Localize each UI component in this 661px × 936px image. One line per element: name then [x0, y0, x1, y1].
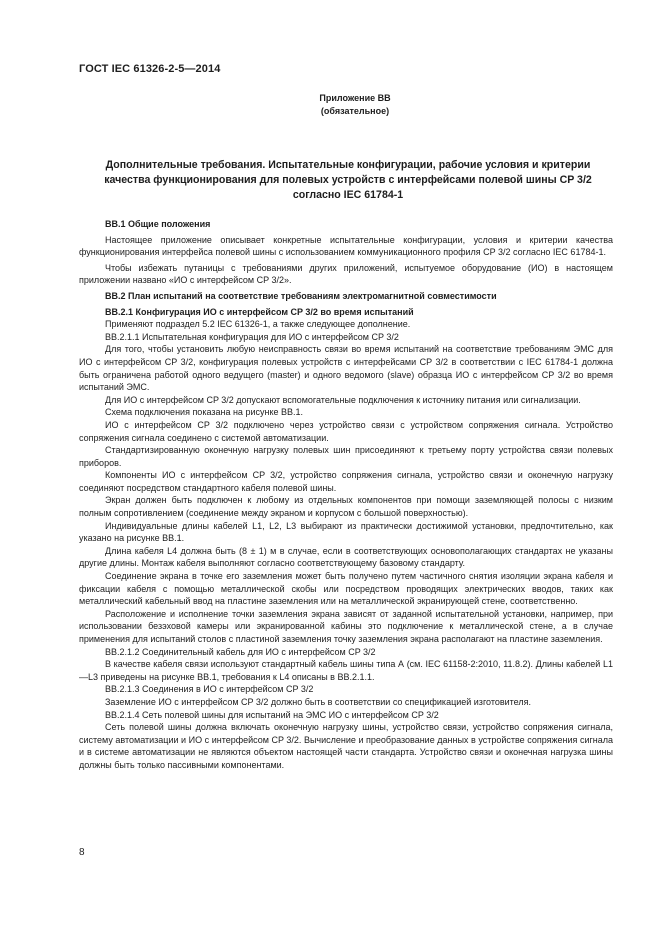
paragraph: Соединение экрана в точке его заземления может быть получено путем частичного снятия изоляции экрана кабеля и фиксации кабеля с помощью металлической скобы или посредством проводящих электрических вводов, таких как металлический кабельный ввод на пластине заземления или на металлической экранирующей стене, соответственно. [79, 571, 613, 607]
paragraph: В качестве кабеля связи используют стандартный кабель шины типа А (см. IEC 61158-2:2010, 11.8.2). Длины кабелей L1—L3 приведены на рисунке ВВ.1, требования к L4 описаны в ВВ.2.1.1. [79, 659, 613, 682]
paragraph: Для ИО с интерфейсом CP 3/2 допускают вспомогательные подключения к источнику питания или сигнализации. [105, 394, 581, 405]
section-heading-bb211: ВВ.2.1.1 Испытательная конфигурация для ИО с интерфейсом CP 3/2 [105, 331, 399, 342]
page-number: 8 [79, 847, 85, 858]
main-title-line-1: Дополнительные требования. Испытательные конфигурации, рабочие условия и критерии [105, 159, 591, 171]
appendix-main-title [85, 158, 611, 203]
paragraph: Компоненты ИО с интерфейсом CP 3/2, устройство сопряжения сигнала, устройство связи и оконечную нагрузку соединяют посредством стандартного кабеля полевой шины. [79, 470, 613, 493]
paragraph: Для того, чтобы установить любую неисправность связи во время испытаний на соответствие требованиям ЭМС для ИО с интерфейсом CP 3/2, конфигурация полевых устройств с интерфейсами CP 3/2 в соответствии с IEC 61784-1 должна быть ограничена работой одного ведущего (master) и одного ведомого (slave) образца ИО с интерфейсом CP 3/2 во время испытаний ЭМС. [79, 344, 613, 393]
paragraph: Расположение и исполнение точки заземления экрана зависят от заданной испытательной установки, например, при использовании безэховой камеры или экранированной кабины это подключение к металлической стене, а в случае применения для испытаний столов с пластиной заземления точку заземления экрана располагают на пластине заземления. [79, 608, 613, 644]
section-heading-bb212: ВВ.2.1.2 Соединительный кабель для ИО с интерфейсом CP 3/2 [105, 646, 376, 657]
appendix-title: Приложение ВВ [319, 93, 391, 103]
section-heading-bb21: ВВ.2.1 Конфигурация ИО с интерфейсом CP 3/2 во время испытаний [105, 306, 414, 317]
document-code-header: ГОСТ IEC 61326-2-5—2014 [79, 63, 221, 75]
appendix-status: (обязательное) [320, 106, 390, 116]
paragraph: Схема подключения показана на рисунке ВВ.1. [105, 407, 303, 418]
paragraph: Экран должен быть подключен к любому из отдельных компонентов при помощи заземляющей полосы с низким полным сопротивлением (соединение между экраном и корпусом с большой поверхностью). [79, 495, 613, 519]
main-title-line-3: согласно IEC 61784-1 [292, 189, 404, 201]
paragraph: Чтобы избежать путаницы с требованиями других приложений, испытуемое оборудование (ИО) в настоящем приложении названо «ИО с интерфейсом CP 3/2». [79, 262, 613, 286]
main-title-line-2: качества функционирования для полевых устройств с интерфейсами полевой шины CP 3/2 [104, 174, 592, 186]
paragraph: ИО с интерфейсом CP 3/2 подключено через устройство связи с устройством сопряжения сигнала. Устройство сопряжения сигнала соединено с системой автоматизации. [79, 419, 613, 443]
section-heading-bb1: ВВ.1 Общие положения [105, 219, 211, 229]
paragraph: Сеть полевой шины должна включать оконечную нагрузку шины, устройство связи, устройство сопряжения сигнала, систему автоматизации и ИО с интерфейсом CP 3/2. Вычисление и преобразование данных в устройстве сопряжения сигнала и в системе автоматизации не являются объектом настоящей части стандарта. Устройство связи и оконечная нагрузка шины должны быть только пассивными компонентами. [79, 722, 613, 770]
paragraph: Заземление ИО с интерфейсом CP 3/2 должно быть в соответствии со спецификацией изготовителя. [105, 696, 532, 707]
section-heading-bb213: ВВ.2.1.3 Соединения в ИО с интерфейсом CP 3/2 [105, 684, 314, 695]
document-body [79, 218, 613, 772]
section-heading-bb2: ВВ.2 План испытаний на соответствие требованиям электромагнитной совместимости [105, 290, 497, 301]
paragraph: Длина кабеля L4 должна быть (8 ± 1) м в случае, если в соответствующих основополагающих стандартах не указаны другие длины. Монтаж кабеля выполняют согласно соответствующему базовому стандарту. [79, 545, 613, 569]
section-heading-bb214: ВВ.2.1.4 Сеть полевой шины для испытаний на ЭМС ИО с интерфейсом CP 3/2 [105, 709, 439, 720]
paragraph: Настоящее приложение описывает конкретные испытательные конфигурации, условия и критерии качества функционирования интерфейса полевой шины с использованием коммуникационного профиля CP 3/2 согласно IEC 61784-1. [79, 234, 613, 258]
paragraph: Индивидуальные длины кабелей L1, L2, L3 выбирают из практически достижимой установки, предпочтительно, как указано на рисунке ВВ.1. [79, 520, 613, 544]
paragraph: Применяют подраздел 5.2 IEC 61326-1, а также следующее дополнение. [105, 319, 411, 330]
paragraph: Стандартизированную оконечную нагрузку полевых шин присоединяют к третьему порту устройства связи полевых приборов. [79, 445, 613, 468]
